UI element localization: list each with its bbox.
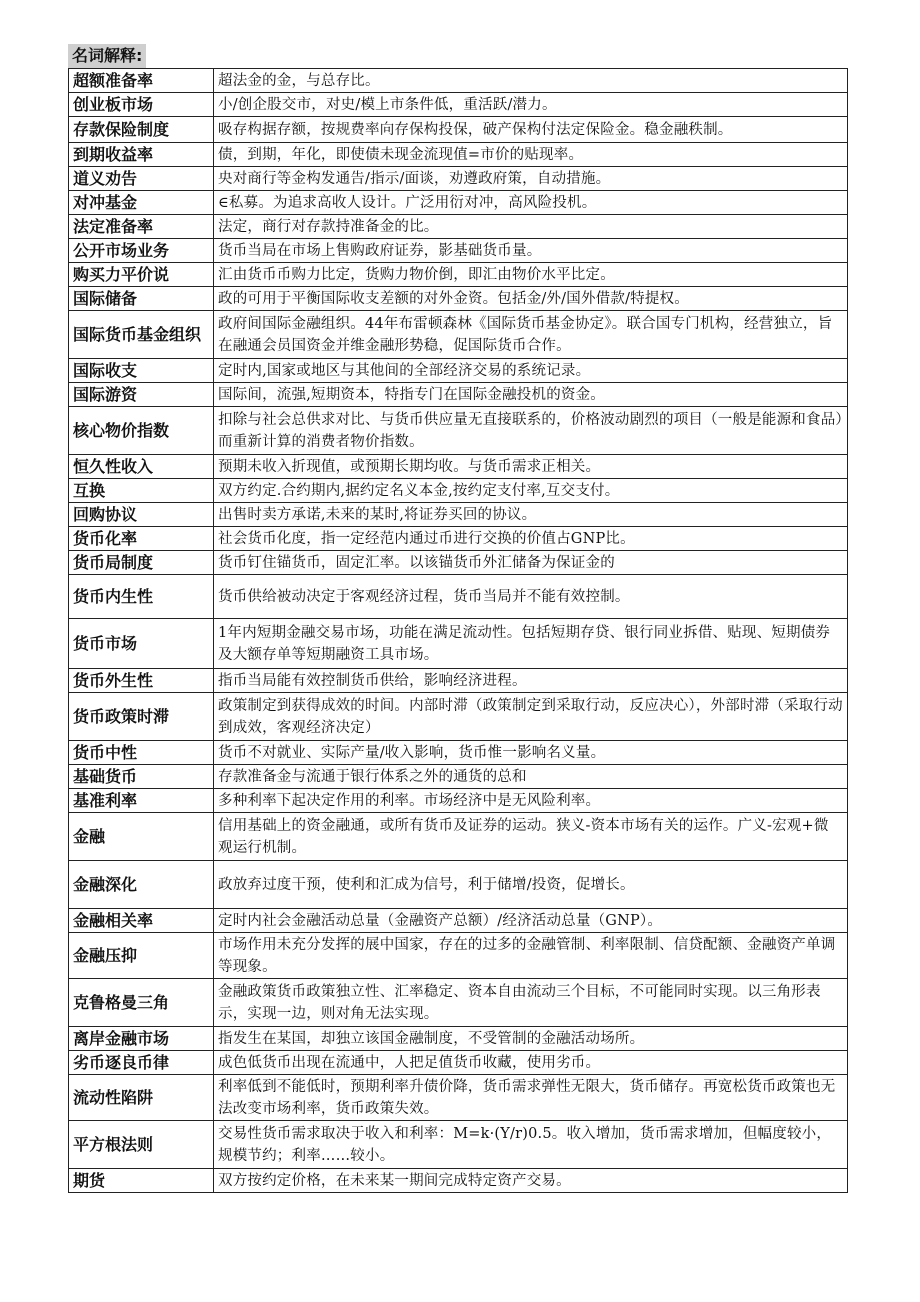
glossary-row [69,741,848,765]
term-cell: 期货 [69,1169,214,1193]
glossary-row [69,933,848,979]
term-cell: 货币市场 [69,619,214,669]
term-cell: 国际货币基金组织 [69,311,214,359]
definition-cell: 定时内,国家或地区与其他间的全部经济交易的系统记录。 [214,359,848,383]
term-cell: 货币政策时滞 [69,693,214,741]
definition-cell: 双方约定.合约期内,据约定名义本金,按约定支付率,互交支付。 [214,479,848,503]
glossary-row [69,311,848,359]
term-cell: 超额准备率 [69,69,214,93]
glossary-row [69,1169,848,1193]
definition-cell: 市场作用未充分发挥的展中国家，存在的过多的金融管制、利率限制、信贷配额、金融资产单调等现象。 [214,933,848,979]
term-cell: 创业板市场 [69,93,214,117]
glossary-row [69,93,848,117]
definition-cell: 多种利率下起决定作用的利率。市场经济中是无风险利率。 [214,789,848,813]
term-cell: 国际游资 [69,383,214,407]
section-heading: 名词解释: [68,44,146,68]
glossary-row [69,383,848,407]
term-cell: 金融压抑 [69,933,214,979]
term-cell: 道义劝告 [69,167,214,191]
glossary-row [69,479,848,503]
definition-cell: 小/创企股交市，对史/模上市条件低，重活跃/潜力。 [214,93,848,117]
term-cell: 金融深化 [69,861,214,909]
definition-cell: 1年内短期金融交易市场，功能在满足流动性。包括短期存贷、银行同业拆借、贴现、短期债券及大额存单等短期融资工具市场。 [214,619,848,669]
definition-cell: 信用基础上的资金融通，或所有货币及证券的运动。狭义-资本市场有关的运作。广义-宏观+微观运行机制。 [214,813,848,861]
term-cell: 平方根法则 [69,1121,214,1169]
glossary-row [69,669,848,693]
glossary-row [69,455,848,479]
definition-cell: 政放弃过度干预，使利和汇成为信号，利于储增/投资，促增长。 [214,861,848,909]
glossary-row [69,1075,848,1121]
glossary-row [69,503,848,527]
term-cell: 到期收益率 [69,143,214,167]
definition-cell: 存款准备金与流通于银行体系之外的通货的总和 [214,765,848,789]
glossary-row [69,1051,848,1075]
definition-cell: ∈私募。为追求高收人设计。广泛用衍对冲，高风险投机。 [214,191,848,215]
term-cell: 货币化率 [69,527,214,551]
glossary-row [69,813,848,861]
term-cell: 货币中性 [69,741,214,765]
term-cell: 国际储备 [69,287,214,311]
definition-cell: 成色低货币出现在流通中，人把足值货币收藏，使用劣币。 [214,1051,848,1075]
term-cell: 公开市场业务 [69,239,214,263]
definition-cell: 央对商行等金构发通告/指示/面谈，劝遵政府策，自动措施。 [214,167,848,191]
term-cell: 基准利率 [69,789,214,813]
term-cell: 离岸金融市场 [69,1027,214,1051]
definition-cell: 出售时卖方承诺,未来的某时,将证券买回的协议。 [214,503,848,527]
term-cell: 存款保险制度 [69,117,214,143]
definition-cell: 货币不对就业、实际产量/收入影响，货币惟一影响名义量。 [214,741,848,765]
glossary-row [69,287,848,311]
glossary-row [69,359,848,383]
definition-cell: 货币供给被动决定于客观经济过程，货币当局并不能有效控制。 [214,575,848,619]
definition-cell: 货币当局在市场上售购政府证券，影基础货币量。 [214,239,848,263]
definition-cell: 指币当局能有效控制货币供给，影响经济进程。 [214,669,848,693]
definition-cell: 政策制定到获得成效的时间。内部时滞（政策制定到采取行动，反应决心），外部时滞（采取行动到成效，客观经济决定） [214,693,848,741]
glossary-row [69,263,848,287]
glossary-row [69,789,848,813]
definition-cell: 政府间国际金融组织。44年布雷顿森林《国际货币基金协定》。联合国专门机构，经营独立，旨在融通会员国资金并维金融形势稳，促国际货币合作。 [214,311,848,359]
term-cell: 对冲基金 [69,191,214,215]
term-cell: 核心物价指数 [69,407,214,455]
glossary-row [69,1121,848,1169]
glossary-table [68,68,848,1193]
definition-cell: 金融政策货币政策独立性、汇率稳定、资本自由流动三个目标，不可能同时实现。以三角形表示，实现一边，则对角无法实现。 [214,979,848,1027]
term-cell: 国际收支 [69,359,214,383]
glossary-row [69,861,848,909]
glossary-row [69,191,848,215]
glossary-row [69,979,848,1027]
definition-cell: 吸存构据存额，按规费率向存保构投保，破产保构付法定保险金。稳金融秩制。 [214,117,848,143]
definition-cell: 债，到期，年化，即使债未现金流现值=市价的贴现率。 [214,143,848,167]
term-cell: 金融 [69,813,214,861]
term-cell: 购买力平价说 [69,263,214,287]
glossary-row [69,143,848,167]
definition-cell: 利率低到不能低时，预期利率升债价降，货币需求弹性无限大，货币储存。再宽松货币政策也无法改变市场利率，货币政策失效。 [214,1075,848,1121]
definition-cell: 货币钉住锚货币，固定汇率。以该锚货币外汇储备为保证金的 [214,551,848,575]
glossary-row [69,527,848,551]
definition-cell: 扣除与社会总供求对比、与货币供应量无直接联系的，价格波动剧烈的项目（一般是能源和食品）而重新计算的消费者物价指数。 [214,407,848,455]
term-cell: 劣币逐良币律 [69,1051,214,1075]
definition-cell: 超法金的金，与总存比。 [214,69,848,93]
term-cell: 货币局制度 [69,551,214,575]
term-cell: 克鲁格曼三角 [69,979,214,1027]
glossary-row [69,215,848,239]
definition-cell: 法定，商行对存款持准备金的比。 [214,215,848,239]
glossary-row [69,69,848,93]
term-cell: 基础货币 [69,765,214,789]
glossary-row [69,909,848,933]
definition-cell: 政的可用于平衡国际收支差额的对外金资。包括金/外/国外借款/特提权。 [214,287,848,311]
glossary-row [69,1027,848,1051]
definition-cell: 交易性货币需求取决于收入和利率：M=k·(Y/r)0.5。收入增加，货币需求增加，但幅度较小，规模节约；利率……较小。 [214,1121,848,1169]
term-cell: 恒久性收入 [69,455,214,479]
definition-cell: 定时内社会金融活动总量（金融资产总额）/经济活动总量（GNP）。 [214,909,848,933]
term-cell: 金融相关率 [69,909,214,933]
glossary-row [69,765,848,789]
term-cell: 法定准备率 [69,215,214,239]
glossary-row [69,167,848,191]
term-cell: 流动性陷阱 [69,1075,214,1121]
glossary-row [69,619,848,669]
glossary-row [69,117,848,143]
glossary-row [69,575,848,619]
term-cell: 互换 [69,479,214,503]
term-cell: 货币外生性 [69,669,214,693]
definition-cell: 预期未收入折现值，或预期长期均收。与货币需求正相关。 [214,455,848,479]
definition-cell: 双方按约定价格，在未来某一期间完成特定资产交易。 [214,1169,848,1193]
definition-cell: 国际间，流强,短期资本，特指专门在国际金融投机的资金。 [214,383,848,407]
glossary-row [69,239,848,263]
glossary-row [69,551,848,575]
definition-cell: 指发生在某国，却独立该国金融制度，不受管制的金融活动场所。 [214,1027,848,1051]
term-cell: 货币内生性 [69,575,214,619]
glossary-row [69,407,848,455]
definition-cell: 社会货币化度，指一定经范内通过币进行交换的价值占GNP比。 [214,527,848,551]
term-cell: 回购协议 [69,503,214,527]
definition-cell: 汇由货币币购力比定，货购力物价倒，即汇由物价水平比定。 [214,263,848,287]
glossary-row [69,693,848,741]
